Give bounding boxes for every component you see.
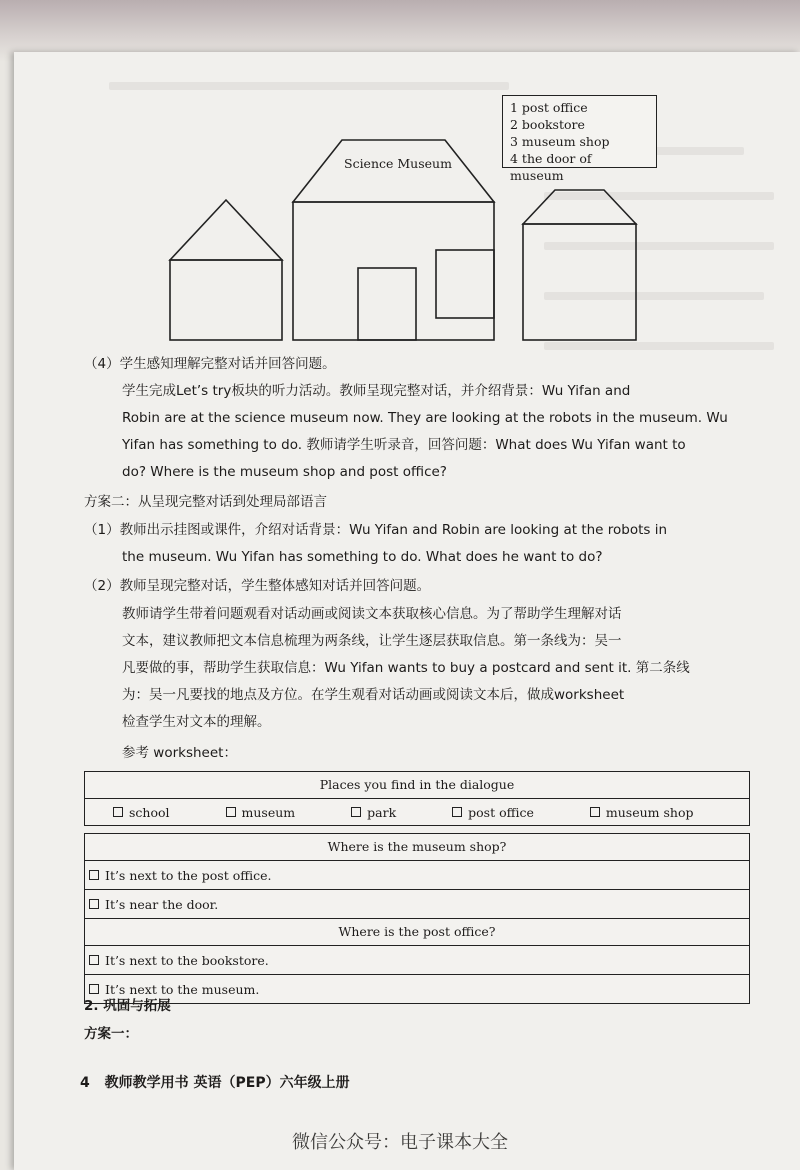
book-title: 教师教学用书 英语（PEP）六年级上册 [104, 1075, 350, 1091]
question-post-office: Where is the post office? [85, 918, 749, 946]
places-options [85, 799, 749, 825]
places-table [84, 771, 750, 826]
checkbox[interactable] [89, 955, 99, 965]
buildings-diagram [0, 0, 800, 360]
worksheet-ref-label: 参考 worksheet： [122, 745, 237, 761]
place-option[interactable] [590, 805, 694, 820]
question-museum-shop: Where is the museum shop? [85, 834, 749, 861]
location-questions-table [84, 833, 750, 1004]
museum-door [358, 268, 416, 340]
plan1-title: 方案一： [84, 1026, 138, 1042]
right-house [523, 190, 636, 340]
page-number: 4 [80, 1075, 90, 1091]
answer-option[interactable] [85, 861, 749, 889]
left-house [170, 200, 282, 340]
place-label: museum [241, 804, 296, 820]
answer-label: It’s next to the museum. [105, 981, 260, 997]
page-footer [80, 1072, 360, 1092]
legend-item: 3 museum shop [510, 134, 610, 149]
answer-label: It’s near the door. [105, 896, 219, 912]
checkbox[interactable] [452, 807, 462, 817]
place-label: post office [468, 804, 534, 820]
section-title: 2. 巩固与拓展 [84, 998, 171, 1014]
place-label: school [129, 804, 170, 820]
checkbox[interactable] [590, 807, 600, 817]
legend-item: 4 the door of museum [510, 151, 592, 183]
place-option[interactable] [113, 805, 170, 820]
answer-option[interactable] [85, 974, 749, 1003]
legend-item: 1 post office [510, 100, 588, 115]
step2-title: （2）教师呈现完整对话，学生整体感知对话并回答问题。 [84, 578, 431, 594]
museum-label: Science Museum [344, 156, 452, 171]
step4-line: 学生完成Let’s try板块的听力活动。教师呈现完整对话，并介绍背景：Wu Yifan and [122, 383, 631, 399]
checkbox[interactable] [351, 807, 361, 817]
step4-line: Yifan has something to do. 教师请学生听录音，回答问题：What does Wu Yifan want to [122, 437, 686, 453]
step2-line: 教师请学生带着问题观看对话动画或阅读文本获取核心信息。为了帮助学生理解对话 [122, 606, 622, 622]
answer-label: It’s next to the bookstore. [105, 952, 269, 968]
checkbox[interactable] [226, 807, 236, 817]
answer-option[interactable] [85, 946, 749, 974]
answer-option[interactable] [85, 889, 749, 918]
step2-line: 检查学生对文本的理解。 [122, 714, 271, 730]
step4-line: do? Where is the museum shop and post office? [122, 464, 447, 480]
watermark: 微信公众号：电子课本大全 [292, 1132, 508, 1153]
step4-title: （4）学生感知理解完整对话并回答问题。 [84, 356, 336, 372]
place-label: museum shop [605, 804, 694, 820]
plan2-title: 方案二：从呈现完整对话到处理局部语言 [84, 494, 327, 510]
step2-line: 凡要做的事，帮助学生获取信息：Wu Yifan wants to buy a postcard and sent it. 第二条线 [122, 660, 690, 676]
step2-line: 为：吴一凡要找的地点及方位。在学生观看对话动画或阅读文本后，做成worksheet [122, 687, 625, 703]
step4-line: Robin are at the science museum now. They are looking at the robots in the museum. Wu [122, 410, 728, 426]
legend-item: 2 bookstore [510, 117, 585, 132]
checkbox[interactable] [89, 870, 99, 880]
place-option[interactable] [351, 805, 396, 820]
places-header: Places you find in the dialogue [85, 772, 749, 799]
answer-label: It’s next to the post office. [105, 867, 272, 883]
checkbox[interactable] [113, 807, 123, 817]
checkbox[interactable] [89, 899, 99, 909]
museum-window [436, 250, 494, 318]
place-option[interactable] [226, 805, 296, 820]
place-option[interactable] [452, 805, 534, 820]
step1-line: the museum. Wu Yifan has something to do. What does he want to do? [122, 549, 603, 565]
buildings-svg [0, 0, 800, 360]
location-legend [502, 95, 657, 183]
place-label: park [367, 804, 397, 820]
checkbox[interactable] [89, 984, 99, 994]
step1-line: （1）教师出示挂图或课件，介绍对话背景：Wu Yifan and Robin are looking at the robots in [84, 522, 668, 538]
step2-line: 文本，建议教师把文本信息梳理为两条线，让学生逐层获取信息。第一条线为：吴一 [122, 633, 622, 649]
